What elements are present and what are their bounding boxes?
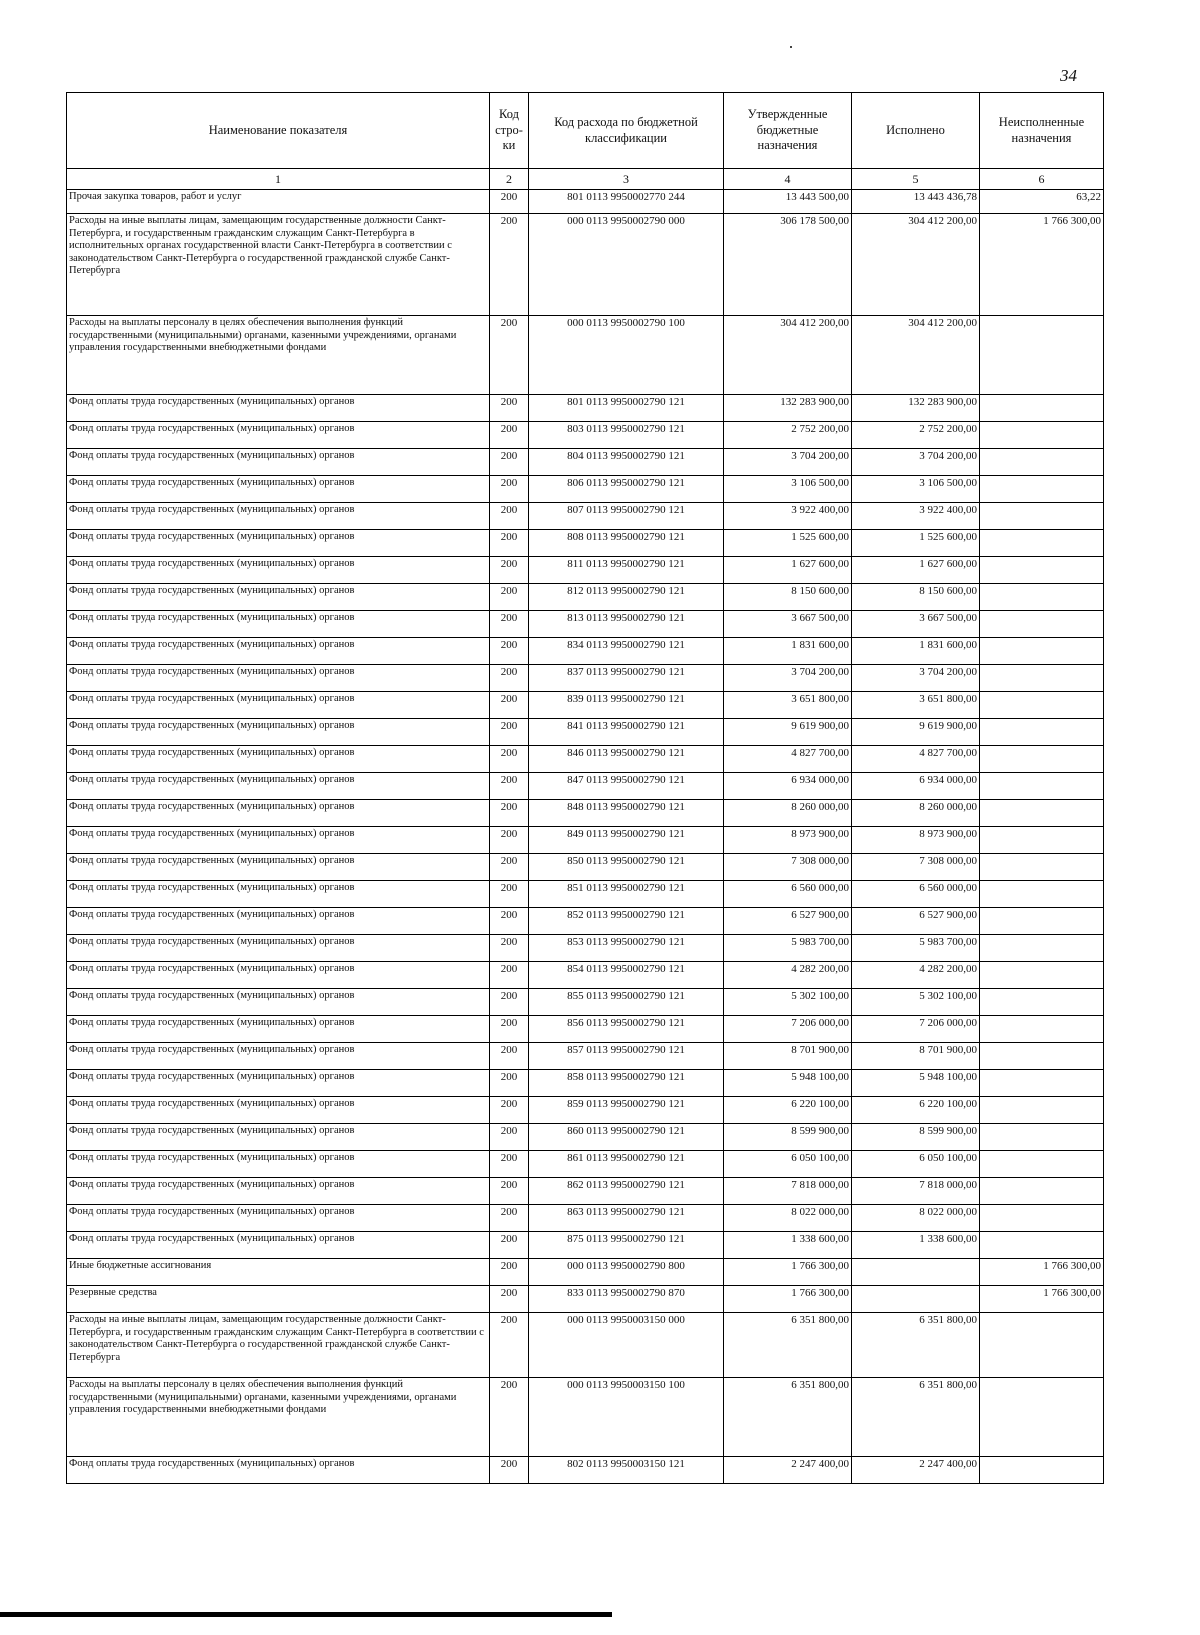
- row-approved: 13 443 500,00: [724, 190, 852, 214]
- row-executed: 132 283 900,00: [852, 395, 980, 422]
- row-line-code: 200: [490, 719, 529, 746]
- row-executed: 304 412 200,00: [852, 214, 980, 316]
- row-name: Фонд оплаты труда государственных (муниципальных) органов: [67, 881, 490, 908]
- table-row: [67, 1178, 1104, 1205]
- row-executed: 13 443 436,78: [852, 190, 980, 214]
- row-executed: 3 704 200,00: [852, 449, 980, 476]
- row-executed: [852, 1286, 980, 1313]
- table-row: [67, 908, 1104, 935]
- row-name: Фонд оплаты труда государственных (муниципальных) органов: [67, 773, 490, 800]
- row-line-code: 200: [490, 1043, 529, 1070]
- row-line-code: 200: [490, 557, 529, 584]
- column-number-row: [67, 169, 1104, 190]
- row-name: Фонд оплаты труда государственных (муниципальных) органов: [67, 611, 490, 638]
- table-row: [67, 214, 1104, 316]
- row-line-code: 200: [490, 584, 529, 611]
- row-unexecuted: [980, 1151, 1104, 1178]
- row-unexecuted: [980, 881, 1104, 908]
- row-unexecuted: [980, 800, 1104, 827]
- row-name: Расходы на выплаты персоналу в целях обеспечения выполнения функций государственными (муниципальными) органами, казенными учреждениями, органами управления государственными внебюджетными фондами: [67, 316, 490, 395]
- row-budget-code: 875 0113 9950002790 121: [529, 1232, 724, 1259]
- row-unexecuted: [980, 719, 1104, 746]
- row-unexecuted: [980, 557, 1104, 584]
- row-executed: 1 525 600,00: [852, 530, 980, 557]
- row-executed: 6 050 100,00: [852, 1151, 980, 1178]
- row-line-code: 200: [490, 1097, 529, 1124]
- row-line-code: 200: [490, 773, 529, 800]
- row-approved: 8 701 900,00: [724, 1043, 852, 1070]
- row-budget-code: 854 0113 9950002790 121: [529, 962, 724, 989]
- row-executed: 3 922 400,00: [852, 503, 980, 530]
- row-budget-code: 858 0113 9950002790 121: [529, 1070, 724, 1097]
- table-row: [67, 746, 1104, 773]
- row-unexecuted: [980, 1178, 1104, 1205]
- row-unexecuted: [980, 395, 1104, 422]
- row-line-code: 200: [490, 854, 529, 881]
- row-approved: 6 220 100,00: [724, 1097, 852, 1124]
- row-approved: 3 704 200,00: [724, 665, 852, 692]
- row-unexecuted: [980, 1205, 1104, 1232]
- row-budget-code: 851 0113 9950002790 121: [529, 881, 724, 908]
- row-line-code: 200: [490, 1232, 529, 1259]
- row-name: Фонд оплаты труда государственных (муниципальных) органов: [67, 449, 490, 476]
- table-row: [67, 1124, 1104, 1151]
- table-row: [67, 881, 1104, 908]
- row-executed: 304 412 200,00: [852, 316, 980, 395]
- row-name: Фонд оплаты труда государственных (муниципальных) органов: [67, 935, 490, 962]
- row-line-code: 200: [490, 1016, 529, 1043]
- row-executed: 8 022 000,00: [852, 1205, 980, 1232]
- row-approved: 132 283 900,00: [724, 395, 852, 422]
- row-executed: 5 948 100,00: [852, 1070, 980, 1097]
- row-line-code: 200: [490, 881, 529, 908]
- table-row: [67, 1378, 1104, 1457]
- row-line-code: 200: [490, 190, 529, 214]
- row-executed: 8 599 900,00: [852, 1124, 980, 1151]
- row-unexecuted: [980, 1232, 1104, 1259]
- row-name: Фонд оплаты труда государственных (муниципальных) органов: [67, 962, 490, 989]
- row-approved: 9 619 900,00: [724, 719, 852, 746]
- row-executed: 7 818 000,00: [852, 1178, 980, 1205]
- table-row: [67, 638, 1104, 665]
- row-budget-code: 856 0113 9950002790 121: [529, 1016, 724, 1043]
- row-executed: 6 560 000,00: [852, 881, 980, 908]
- row-name: Фонд оплаты труда государственных (муниципальных) органов: [67, 1124, 490, 1151]
- row-executed: 2 247 400,00: [852, 1457, 980, 1484]
- row-executed: 5 302 100,00: [852, 989, 980, 1016]
- row-budget-code: 859 0113 9950002790 121: [529, 1097, 724, 1124]
- table-row: [67, 611, 1104, 638]
- row-approved: 8 973 900,00: [724, 827, 852, 854]
- table-row: [67, 962, 1104, 989]
- row-approved: 6 527 900,00: [724, 908, 852, 935]
- row-line-code: 200: [490, 214, 529, 316]
- row-approved: 6 934 000,00: [724, 773, 852, 800]
- column-number: 3: [529, 169, 724, 190]
- row-budget-code: 857 0113 9950002790 121: [529, 1043, 724, 1070]
- row-line-code: 200: [490, 827, 529, 854]
- row-unexecuted: [980, 962, 1104, 989]
- table-row: [67, 476, 1104, 503]
- row-budget-code: 802 0113 9950003150 121: [529, 1457, 724, 1484]
- row-executed: 7 206 000,00: [852, 1016, 980, 1043]
- row-approved: 3 106 500,00: [724, 476, 852, 503]
- row-name: Фонд оплаты труда государственных (муниципальных) органов: [67, 1232, 490, 1259]
- header-budget-code: Код расхода по бюджетной классификации: [529, 93, 724, 169]
- page-number: 34: [1060, 66, 1077, 85]
- row-budget-code: 850 0113 9950002790 121: [529, 854, 724, 881]
- row-unexecuted: [980, 935, 1104, 962]
- row-approved: 8 260 000,00: [724, 800, 852, 827]
- row-line-code: 200: [490, 1178, 529, 1205]
- row-line-code: 200: [490, 316, 529, 395]
- table-row: [67, 665, 1104, 692]
- row-line-code: 200: [490, 1124, 529, 1151]
- row-line-code: 200: [490, 746, 529, 773]
- row-name: Фонд оплаты труда государственных (муниципальных) органов: [67, 476, 490, 503]
- row-approved: 5 948 100,00: [724, 1070, 852, 1097]
- row-budget-code: 801 0113 9950002790 121: [529, 395, 724, 422]
- row-unexecuted: [980, 1378, 1104, 1457]
- row-approved: 3 667 500,00: [724, 611, 852, 638]
- row-name: Фонд оплаты труда государственных (муниципальных) органов: [67, 1178, 490, 1205]
- row-line-code: 200: [490, 1378, 529, 1457]
- row-budget-code: 811 0113 9950002790 121: [529, 557, 724, 584]
- row-approved: 304 412 200,00: [724, 316, 852, 395]
- row-name: Фонд оплаты труда государственных (муниципальных) органов: [67, 503, 490, 530]
- row-unexecuted: [980, 503, 1104, 530]
- row-budget-code: 000 0113 9950003150 000: [529, 1313, 724, 1378]
- table-row: [67, 800, 1104, 827]
- row-budget-code: 803 0113 9950002790 121: [529, 422, 724, 449]
- row-unexecuted: [980, 422, 1104, 449]
- row-budget-code: 860 0113 9950002790 121: [529, 1124, 724, 1151]
- row-name: Фонд оплаты труда государственных (муниципальных) органов: [67, 422, 490, 449]
- row-executed: 6 351 800,00: [852, 1378, 980, 1457]
- row-approved: 1 766 300,00: [724, 1259, 852, 1286]
- row-approved: 6 351 800,00: [724, 1378, 852, 1457]
- row-budget-code: 839 0113 9950002790 121: [529, 692, 724, 719]
- row-budget-code: 812 0113 9950002790 121: [529, 584, 724, 611]
- column-number: 4: [724, 169, 852, 190]
- row-executed: 6 351 800,00: [852, 1313, 980, 1378]
- row-unexecuted: [980, 854, 1104, 881]
- row-executed: 1 338 600,00: [852, 1232, 980, 1259]
- row-name: Фонд оплаты труда государственных (муниципальных) органов: [67, 665, 490, 692]
- row-approved: 3 922 400,00: [724, 503, 852, 530]
- row-line-code: 200: [490, 908, 529, 935]
- header-approved: Утвержденные бюджетные назначения: [724, 93, 852, 169]
- table-row: [67, 1205, 1104, 1232]
- row-line-code: 200: [490, 503, 529, 530]
- row-approved: 1 525 600,00: [724, 530, 852, 557]
- row-name: Расходы на иные выплаты лицам, замещающим государственные должности Санкт-Петербурга, и государственным гражданским служащим Санкт-Петербурга в соответствии с законодательством Санкт-Петербурга о государственной гражданской службе Санкт-Петербурга: [67, 1313, 490, 1378]
- table-row: [67, 1070, 1104, 1097]
- row-budget-code: 000 0113 9950002790 800: [529, 1259, 724, 1286]
- row-executed: 4 827 700,00: [852, 746, 980, 773]
- table-row: [67, 935, 1104, 962]
- row-executed: 8 973 900,00: [852, 827, 980, 854]
- row-unexecuted: [980, 530, 1104, 557]
- row-budget-code: 813 0113 9950002790 121: [529, 611, 724, 638]
- row-executed: 1 831 600,00: [852, 638, 980, 665]
- header-unexecuted: Неисполненные назначения: [980, 93, 1104, 169]
- row-approved: 6 560 000,00: [724, 881, 852, 908]
- row-name: Фонд оплаты труда государственных (муниципальных) органов: [67, 827, 490, 854]
- row-executed: 6 527 900,00: [852, 908, 980, 935]
- row-unexecuted: [980, 827, 1104, 854]
- row-executed: 6 934 000,00: [852, 773, 980, 800]
- table-row: [67, 1457, 1104, 1484]
- row-name: Фонд оплаты труда государственных (муниципальных) органов: [67, 800, 490, 827]
- row-budget-code: 806 0113 9950002790 121: [529, 476, 724, 503]
- row-approved: 4 282 200,00: [724, 962, 852, 989]
- row-budget-code: 841 0113 9950002790 121: [529, 719, 724, 746]
- column-number: 6: [980, 169, 1104, 190]
- table-row: [67, 1097, 1104, 1124]
- row-budget-code: 862 0113 9950002790 121: [529, 1178, 724, 1205]
- row-unexecuted: 1 766 300,00: [980, 214, 1104, 316]
- row-unexecuted: [980, 638, 1104, 665]
- row-approved: 8 150 600,00: [724, 584, 852, 611]
- row-approved: 1 831 600,00: [724, 638, 852, 665]
- row-line-code: 200: [490, 1457, 529, 1484]
- row-unexecuted: [980, 665, 1104, 692]
- header-row: [67, 93, 1104, 169]
- row-unexecuted: [980, 1070, 1104, 1097]
- row-line-code: 200: [490, 1313, 529, 1378]
- row-name: Фонд оплаты труда государственных (муниципальных) органов: [67, 584, 490, 611]
- table-row: [67, 1151, 1104, 1178]
- row-approved: 3 704 200,00: [724, 449, 852, 476]
- table-row: [67, 827, 1104, 854]
- row-executed: 3 106 500,00: [852, 476, 980, 503]
- scan-speck: [790, 46, 792, 48]
- row-line-code: 200: [490, 638, 529, 665]
- row-unexecuted: [980, 746, 1104, 773]
- row-name: Фонд оплаты труда государственных (муниципальных) органов: [67, 530, 490, 557]
- row-name: Расходы на иные выплаты лицам, замещающим государственные должности Санкт-Петербурга, и государственным гражданским служащим Санкт-Петербурга в исполнительных органах государственной власти Санкт-Петербурга в соответствии с законодательством Санкт-Петербурга о государственной гражданской службе Санкт-Петербурга: [67, 214, 490, 316]
- row-unexecuted: [980, 1313, 1104, 1378]
- table-row: [67, 1043, 1104, 1070]
- row-approved: 6 351 800,00: [724, 1313, 852, 1378]
- row-executed: 8 701 900,00: [852, 1043, 980, 1070]
- row-executed: 3 651 800,00: [852, 692, 980, 719]
- row-executed: 6 220 100,00: [852, 1097, 980, 1124]
- row-line-code: 200: [490, 962, 529, 989]
- table-row: [67, 422, 1104, 449]
- row-line-code: 200: [490, 800, 529, 827]
- row-approved: 1 338 600,00: [724, 1232, 852, 1259]
- row-budget-code: 000 0113 9950002790 100: [529, 316, 724, 395]
- row-name: Фонд оплаты труда государственных (муниципальных) органов: [67, 395, 490, 422]
- table-row: [67, 316, 1104, 395]
- row-name: Прочая закупка товаров, работ и услуг: [67, 190, 490, 214]
- row-approved: 8 022 000,00: [724, 1205, 852, 1232]
- row-name: Фонд оплаты труда государственных (муниципальных) органов: [67, 989, 490, 1016]
- row-name: Фонд оплаты труда государственных (муниципальных) органов: [67, 1043, 490, 1070]
- row-budget-code: 804 0113 9950002790 121: [529, 449, 724, 476]
- row-line-code: 200: [490, 1151, 529, 1178]
- header-name: Наименование показателя: [67, 93, 490, 169]
- row-approved: 5 302 100,00: [724, 989, 852, 1016]
- row-budget-code: 834 0113 9950002790 121: [529, 638, 724, 665]
- row-executed: 2 752 200,00: [852, 422, 980, 449]
- row-approved: 7 308 000,00: [724, 854, 852, 881]
- column-number: 1: [67, 169, 490, 190]
- row-unexecuted: [980, 1124, 1104, 1151]
- row-approved: 1 627 600,00: [724, 557, 852, 584]
- table-row: [67, 1232, 1104, 1259]
- budget-execution-table: [66, 92, 1104, 1484]
- table-row: [67, 584, 1104, 611]
- row-executed: 3 704 200,00: [852, 665, 980, 692]
- table-row: [67, 395, 1104, 422]
- table-row: [67, 530, 1104, 557]
- row-executed: 3 667 500,00: [852, 611, 980, 638]
- row-approved: 6 050 100,00: [724, 1151, 852, 1178]
- table-row: [67, 557, 1104, 584]
- row-name: Иные бюджетные ассигнования: [67, 1259, 490, 1286]
- row-unexecuted: [980, 773, 1104, 800]
- row-name: Фонд оплаты труда государственных (муниципальных) органов: [67, 746, 490, 773]
- row-executed: 5 983 700,00: [852, 935, 980, 962]
- row-name: Фонд оплаты труда государственных (муниципальных) органов: [67, 1016, 490, 1043]
- row-approved: 1 766 300,00: [724, 1286, 852, 1313]
- row-approved: 8 599 900,00: [724, 1124, 852, 1151]
- row-approved: 7 818 000,00: [724, 1178, 852, 1205]
- row-budget-code: 848 0113 9950002790 121: [529, 800, 724, 827]
- table-row: [67, 773, 1104, 800]
- row-executed: 1 627 600,00: [852, 557, 980, 584]
- row-line-code: 200: [490, 1070, 529, 1097]
- row-executed: 4 282 200,00: [852, 962, 980, 989]
- row-approved: 5 983 700,00: [724, 935, 852, 962]
- row-unexecuted: 1 766 300,00: [980, 1259, 1104, 1286]
- row-executed: 9 619 900,00: [852, 719, 980, 746]
- table-row: [67, 719, 1104, 746]
- row-unexecuted: [980, 989, 1104, 1016]
- row-name: Фонд оплаты труда государственных (муниципальных) органов: [67, 1151, 490, 1178]
- row-line-code: 200: [490, 1259, 529, 1286]
- table-row: [67, 1313, 1104, 1378]
- row-unexecuted: [980, 1016, 1104, 1043]
- row-line-code: 200: [490, 530, 529, 557]
- header-line-code: Код стро-ки: [490, 93, 529, 169]
- row-executed: 7 308 000,00: [852, 854, 980, 881]
- table-row: [67, 190, 1104, 214]
- table-body: [67, 190, 1104, 1484]
- row-approved: 306 178 500,00: [724, 214, 852, 316]
- row-budget-code: 863 0113 9950002790 121: [529, 1205, 724, 1232]
- row-unexecuted: [980, 692, 1104, 719]
- row-budget-code: 852 0113 9950002790 121: [529, 908, 724, 935]
- row-unexecuted: [980, 1043, 1104, 1070]
- row-line-code: 200: [490, 449, 529, 476]
- row-unexecuted: 63,22: [980, 190, 1104, 214]
- row-name: Фонд оплаты труда государственных (муниципальных) органов: [67, 1070, 490, 1097]
- row-budget-code: 861 0113 9950002790 121: [529, 1151, 724, 1178]
- row-unexecuted: [980, 476, 1104, 503]
- row-name: Фонд оплаты труда государственных (муниципальных) органов: [67, 557, 490, 584]
- row-budget-code: 855 0113 9950002790 121: [529, 989, 724, 1016]
- row-line-code: 200: [490, 611, 529, 638]
- table-row: [67, 692, 1104, 719]
- row-budget-code: 853 0113 9950002790 121: [529, 935, 724, 962]
- row-budget-code: 808 0113 9950002790 121: [529, 530, 724, 557]
- row-approved: 4 827 700,00: [724, 746, 852, 773]
- row-line-code: 200: [490, 692, 529, 719]
- row-executed: 8 150 600,00: [852, 584, 980, 611]
- row-approved: 3 651 800,00: [724, 692, 852, 719]
- header-executed: Исполнено: [852, 93, 980, 169]
- row-unexecuted: [980, 316, 1104, 395]
- row-budget-code: 000 0113 9950002790 000: [529, 214, 724, 316]
- row-approved: 2 752 200,00: [724, 422, 852, 449]
- table-row: [67, 503, 1104, 530]
- table-row: [67, 1016, 1104, 1043]
- row-unexecuted: [980, 449, 1104, 476]
- row-line-code: 200: [490, 989, 529, 1016]
- row-name: Фонд оплаты труда государственных (муниципальных) органов: [67, 1097, 490, 1124]
- column-number: 2: [490, 169, 529, 190]
- row-name: Резервные средства: [67, 1286, 490, 1313]
- row-name: Фонд оплаты труда государственных (муниципальных) органов: [67, 638, 490, 665]
- row-name: Фонд оплаты труда государственных (муниципальных) органов: [67, 719, 490, 746]
- row-name: Фонд оплаты труда государственных (муниципальных) органов: [67, 908, 490, 935]
- row-unexecuted: [980, 908, 1104, 935]
- row-line-code: 200: [490, 665, 529, 692]
- row-approved: 2 247 400,00: [724, 1457, 852, 1484]
- row-budget-code: 833 0113 9950002790 870: [529, 1286, 724, 1313]
- row-line-code: 200: [490, 1286, 529, 1313]
- row-budget-code: 846 0113 9950002790 121: [529, 746, 724, 773]
- row-executed: 8 260 000,00: [852, 800, 980, 827]
- row-name: Фонд оплаты труда государственных (муниципальных) органов: [67, 1457, 490, 1484]
- row-unexecuted: [980, 584, 1104, 611]
- scan-edge-bar: [0, 1612, 612, 1617]
- row-unexecuted: 1 766 300,00: [980, 1286, 1104, 1313]
- table-row: [67, 1286, 1104, 1313]
- row-budget-code: 849 0113 9950002790 121: [529, 827, 724, 854]
- row-name: Фонд оплаты труда государственных (муниципальных) органов: [67, 1205, 490, 1232]
- table-row: [67, 449, 1104, 476]
- row-line-code: 200: [490, 935, 529, 962]
- row-line-code: 200: [490, 1205, 529, 1232]
- row-unexecuted: [980, 1457, 1104, 1484]
- row-budget-code: 000 0113 9950003150 100: [529, 1378, 724, 1457]
- row-budget-code: 807 0113 9950002790 121: [529, 503, 724, 530]
- row-line-code: 200: [490, 422, 529, 449]
- row-budget-code: 837 0113 9950002790 121: [529, 665, 724, 692]
- row-budget-code: 847 0113 9950002790 121: [529, 773, 724, 800]
- table-row: [67, 1259, 1104, 1286]
- column-number: 5: [852, 169, 980, 190]
- row-unexecuted: [980, 611, 1104, 638]
- row-budget-code: 801 0113 9950002770 244: [529, 190, 724, 214]
- row-executed: [852, 1259, 980, 1286]
- table-row: [67, 854, 1104, 881]
- row-line-code: 200: [490, 476, 529, 503]
- row-name: Фонд оплаты труда государственных (муниципальных) органов: [67, 854, 490, 881]
- row-name: Фонд оплаты труда государственных (муниципальных) органов: [67, 692, 490, 719]
- row-unexecuted: [980, 1097, 1104, 1124]
- row-line-code: 200: [490, 395, 529, 422]
- table-row: [67, 989, 1104, 1016]
- row-approved: 7 206 000,00: [724, 1016, 852, 1043]
- row-name: Расходы на выплаты персоналу в целях обеспечения выполнения функций государственными (муниципальными) органами, казенными учреждениями, органами управления государственными внебюджетными фондами: [67, 1378, 490, 1457]
